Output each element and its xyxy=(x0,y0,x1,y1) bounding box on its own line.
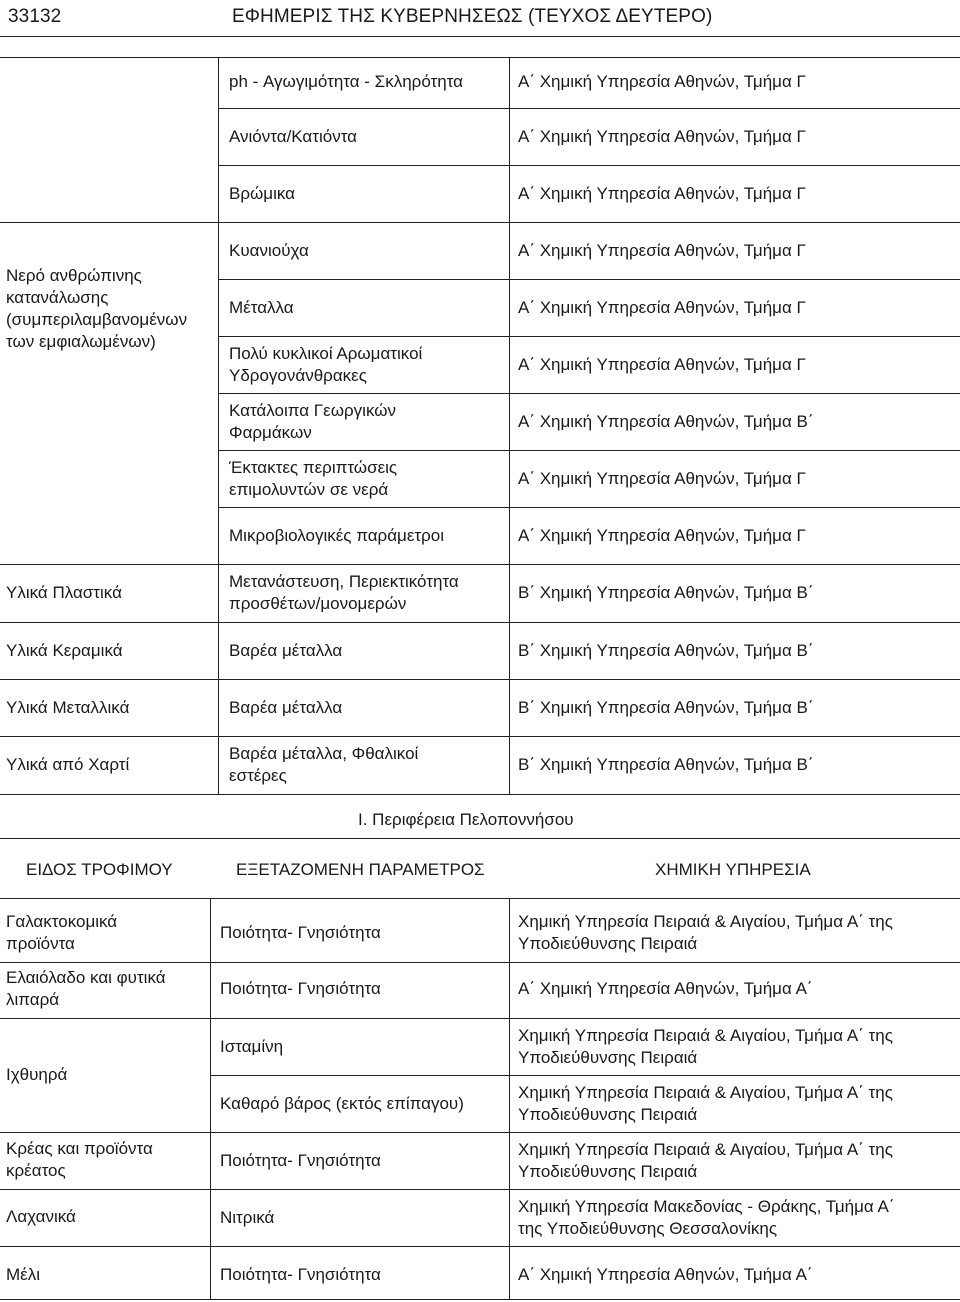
gazette-title: ΕΦΗΜΕΡΙΣ ΤΗΣ ΚΥΒΕΡΝΗΣΕΩΣ (ΤΕΥΧΟΣ ΔΕΥΤΕΡΟ) xyxy=(232,6,713,27)
table-cell-param: Πολύ κυκλικοί Αρωματικοί xyxy=(229,344,423,363)
header-chemical-service: ΧΗΜΙΚΗ ΥΠΗΡΕΣΙΑ xyxy=(655,860,811,879)
table-cell-service: Α΄ Χημική Υπηρεσία Αθηνών, Τμήμα Γ xyxy=(518,526,806,545)
header-rule xyxy=(0,36,960,37)
table-cell-param: Ποιότητα- Γνησιότητα xyxy=(220,923,381,942)
table-cell-service: Β΄ Χημική Υπηρεσία Αθηνών, Τμήμα Β΄ xyxy=(518,583,814,602)
table-cell-service: Α΄ Χημική Υπηρεσία Αθηνών, Τμήμα Γ xyxy=(518,72,806,91)
table-cell-param: Ποιότητα- Γνησιότητα xyxy=(220,979,381,998)
table-cell-service: Υποδιεύθυνσης Πειραιά xyxy=(518,1105,698,1124)
food-dairy: προϊόντα xyxy=(6,934,75,953)
table-cell-param: Ποιότητα- Γνησιότητα xyxy=(220,1265,381,1284)
food-meat: Κρέας και προϊόντα xyxy=(6,1139,153,1158)
group-plastics: Υλικά Πλαστικά xyxy=(6,583,122,602)
table-cell-param: Κατάλοιπα Γεωργικών xyxy=(229,401,397,420)
table-cell-param: Μέταλλα xyxy=(229,298,294,317)
group-paper: Υλικά από Χαρτί xyxy=(6,755,130,774)
group-water-line-2: κατανάλωσης xyxy=(6,288,109,307)
table-cell-param: Νιτρικά xyxy=(220,1208,275,1227)
food-olive-oil: λιπαρά xyxy=(6,990,60,1009)
table-cell-service: Χημική Υπηρεσία Μακεδονίας - Θράκης, Τμήμα Α΄ xyxy=(518,1197,895,1216)
table-cell-param: εστέρες xyxy=(229,766,287,785)
group-water-line-3: (συμπεριλαμβανομένων xyxy=(6,310,188,329)
group-water-line-4: των εμφιαλωμένων) xyxy=(6,332,156,351)
header-parameter: ΕΞΕΤΑΖΟΜΕΝΗ ΠΑΡΑΜΕΤΡΟΣ xyxy=(236,860,485,879)
table-cell-param: Βαρέα μέταλλα xyxy=(229,698,343,717)
table-cell-service: Α΄ Χημική Υπηρεσία Αθηνών, Τμήμα Γ xyxy=(518,355,806,374)
table-cell-service: Α΄ Χημική Υπηρεσία Αθηνών, Τμήμα Γ xyxy=(518,241,806,260)
table-cell-param: προσθέτων/μονομερών xyxy=(229,594,407,613)
table-cell-param: Ανιόντα/Κατιόντα xyxy=(229,127,357,146)
table-cell-service: Β΄ Χημική Υπηρεσία Αθηνών, Τμήμα Β΄ xyxy=(518,641,814,660)
table-cell-service: Β΄ Χημική Υπηρεσία Αθηνών, Τμήμα Β΄ xyxy=(518,698,814,717)
table-cell-param: Βρώμικα xyxy=(229,184,295,203)
table-cell-service: Υποδιεύθυνσης Πειραιά xyxy=(518,1048,698,1067)
food-olive-oil: Ελαιόλαδο και φυτικά xyxy=(6,968,166,987)
table-cell-param: Βαρέα μέταλλα, Φθαλικοί xyxy=(229,744,419,763)
table-cell-param: Μετανάστευση, Περιεκτικότητα xyxy=(229,572,459,591)
table-cell-param: ph - Αγωγιμότητα - Σκληρότητα xyxy=(229,72,464,91)
food-fish: Ιχθυηρά xyxy=(6,1065,68,1084)
table-cell-param: Κυανιούχα xyxy=(229,241,309,260)
group-water-line-1: Νερό ανθρώπινης xyxy=(6,266,142,285)
food-vegetables: Λαχανικά xyxy=(6,1207,76,1226)
section-title: Ι. Περιφέρεια Πελοποννήσου xyxy=(358,810,574,829)
table-cell-service: Α΄ Χημική Υπηρεσία Αθηνών, Τμήμα Γ xyxy=(518,469,806,488)
table-cell-service: Β΄ Χημική Υπηρεσία Αθηνών, Τμήμα Β΄ xyxy=(518,755,814,774)
table-cell-service: Α΄ Χημική Υπηρεσία Αθηνών, Τμήμα Β΄ xyxy=(518,412,814,431)
header-food-type: ΕΙΔΟΣ ΤΡΟΦΙΜΟΥ xyxy=(26,860,173,879)
table-cell-param: Έκτακτες περιπτώσεις xyxy=(229,458,398,477)
table-cell-param: Ισταμίνη xyxy=(220,1037,284,1056)
table-cell-service: Α΄ Χημική Υπηρεσία Αθηνών, Τμήμα Α΄ xyxy=(518,979,813,998)
table-cell-service: Υποδιεύθυνσης Πειραιά xyxy=(518,934,698,953)
table-cell-service: Α΄ Χημική Υπηρεσία Αθηνών, Τμήμα Γ xyxy=(518,184,806,203)
table-cell-param: επιμολυντών σε νερά xyxy=(229,480,389,499)
table-cell-service: Χημική Υπηρεσία Πειραιά & Αιγαίου, Τμήμα Α΄ της xyxy=(518,1026,893,1045)
table-cell-param: Υδρογονάνθρακες xyxy=(229,366,367,385)
table-cell-service: Α΄ Χημική Υπηρεσία Αθηνών, Τμήμα Γ xyxy=(518,127,806,146)
table-cell-param: Ποιότητα- Γνησιότητα xyxy=(220,1151,381,1170)
food-dairy: Γαλακτοκομικά xyxy=(6,912,118,931)
page-number: 33132 xyxy=(8,6,62,27)
table-cell-service: της Υποδιεύθυνσης Θεσσαλονίκης xyxy=(518,1219,778,1238)
table-cell-param: Καθαρό βάρος (εκτός επίπαγου) xyxy=(220,1094,464,1113)
table-cell-service: Χημική Υπηρεσία Πειραιά & Αιγαίου, Τμήμα Α΄ της xyxy=(518,1083,893,1102)
table-cell-service: Α΄ Χημική Υπηρεσία Αθηνών, Τμήμα Γ xyxy=(518,298,806,317)
table-cell-service: Χημική Υπηρεσία Πειραιά & Αιγαίου, Τμήμα Α΄ της xyxy=(518,1140,893,1159)
table-cell-service: Χημική Υπηρεσία Πειραιά & Αιγαίου, Τμήμα Α΄ της xyxy=(518,912,893,931)
food-meat: κρέατος xyxy=(6,1161,66,1180)
group-ceramics: Υλικά Κεραμικά xyxy=(6,641,123,660)
table-cell-service: Α΄ Χημική Υπηρεσία Αθηνών, Τμήμα Α΄ xyxy=(518,1265,813,1284)
food-honey: Μέλι xyxy=(6,1265,41,1284)
table-cell-param: Βαρέα μέταλλα xyxy=(229,641,343,660)
table-cell-param: Φαρμάκων xyxy=(229,423,312,442)
table-cell-param: Μικροβιολογικές παράμετροι xyxy=(229,526,445,545)
table-cell-service: Υποδιεύθυνσης Πειραιά xyxy=(518,1162,698,1181)
group-metals: Υλικά Μεταλλικά xyxy=(6,698,130,717)
